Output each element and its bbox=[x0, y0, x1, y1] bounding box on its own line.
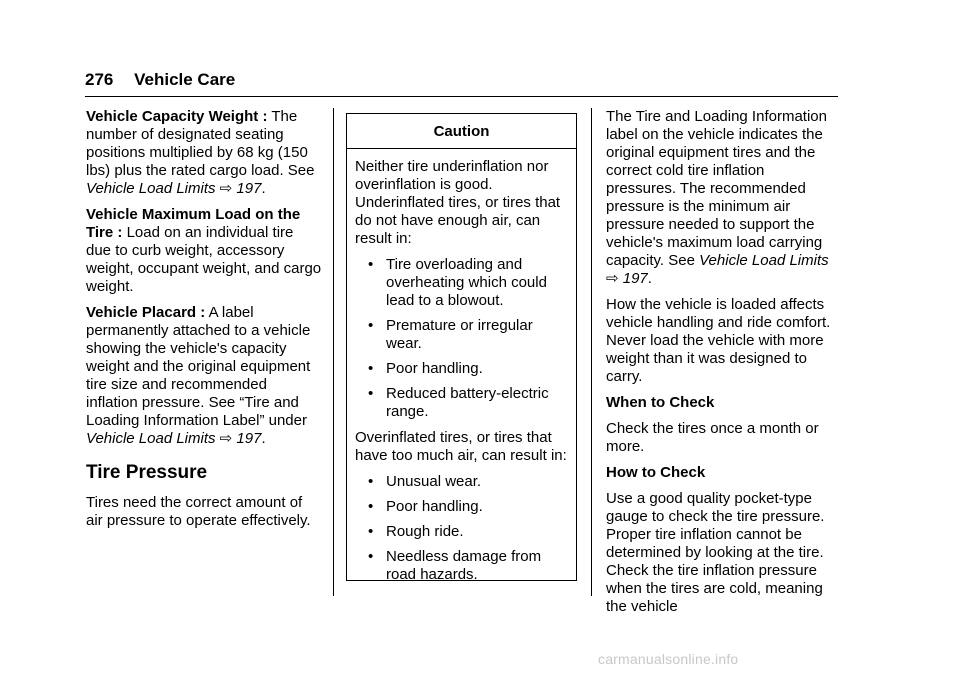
xref-link[interactable]: Vehicle Load Limits bbox=[86, 180, 216, 197]
bullet-icon: • bbox=[368, 473, 374, 490]
caution-intro: Neither tire underinflation nor overinflation is good. Underinflated tires, or tires that do not have enough air, can result in: bbox=[355, 158, 561, 247]
list-item: • Poor handling. bbox=[368, 498, 483, 515]
column-divider bbox=[591, 108, 592, 596]
definition-max-load: Vehicle Maximum Load on the Tire : Load on an individual tire due to curb weight, accessory weight, occupant weight, and cargo weight. bbox=[86, 206, 322, 295]
bullet-icon: • bbox=[368, 548, 374, 565]
caution-title: Caution bbox=[347, 114, 576, 149]
column-left bbox=[86, 108, 322, 538]
bullet-icon: • bbox=[368, 385, 374, 402]
paragraph: Tires need the correct amount of air pressure to operate effectively. bbox=[86, 494, 311, 529]
page-ref[interactable]: 197 bbox=[236, 430, 262, 447]
column-divider bbox=[333, 108, 334, 596]
paragraph: Check the tires once a month or more. bbox=[606, 420, 819, 455]
list-item: • Rough ride. bbox=[368, 523, 464, 540]
definition-capacity-weight: Vehicle Capacity Weight : The number of designated seating positions multiplied by 68 kg (150 lbs) plus the rated cargo load. See Vehicle Load Limits ⇨ 197. bbox=[86, 108, 315, 197]
caution-body bbox=[347, 149, 576, 584]
subheading: How to Check bbox=[606, 464, 706, 481]
page-ref-icon: ⇨ bbox=[215, 180, 237, 197]
bullet-icon: • bbox=[368, 317, 374, 334]
watermark: carmanualsonline.info bbox=[598, 651, 739, 667]
paragraph: How the vehicle is loaded affects vehicle handling and ride comfort. Never load the vehicle with more weight than it was designed to carry. bbox=[606, 296, 831, 385]
caution-box bbox=[346, 113, 577, 581]
page-ref[interactable]: 197 bbox=[622, 270, 648, 287]
list-item: • Poor handling. bbox=[368, 360, 483, 377]
bullet-icon: • bbox=[368, 498, 374, 515]
list-item: • Tire overloading and overheating which could lead to a blowout. bbox=[368, 256, 547, 309]
section-heading: Tire Pressure bbox=[86, 462, 208, 483]
page-header bbox=[85, 70, 235, 90]
list-item: • Premature or irregular wear. bbox=[368, 317, 533, 352]
paragraph: The Tire and Loading Information label on the vehicle indicates the original equipment tires and the correct cold tire inflation pressures. The recommended pressure is the minimum air pressure needed to support the vehicle's maximum load carrying capacity. See Vehicle Load Limits ⇨ 197. bbox=[606, 108, 829, 287]
column-right bbox=[606, 108, 838, 624]
list-item: • Unusual wear. bbox=[368, 473, 482, 490]
page-number: 276 bbox=[85, 70, 114, 89]
definition-placard: Vehicle Placard : A label permanently attached to a vehicle showing the vehicle's capacity weight and the original equipment tire size and recommended inflation pressure. See “Tire and Loading Information Label” under Vehicle Load Limits ⇨ 197. bbox=[86, 304, 311, 447]
header-rule bbox=[85, 96, 838, 97]
bullet-icon: • bbox=[368, 523, 374, 540]
page-ref[interactable]: 197 bbox=[236, 180, 262, 197]
list-item: • Reduced battery-electric range. bbox=[368, 385, 549, 420]
subheading: When to Check bbox=[606, 394, 715, 411]
xref-link[interactable]: Vehicle Load Limits bbox=[699, 252, 829, 269]
list-item: • Needless damage from road hazards. bbox=[368, 548, 542, 583]
caution-list-overinflation bbox=[355, 473, 568, 584]
bullet-icon: • bbox=[368, 360, 374, 377]
xref-link[interactable]: Vehicle Load Limits bbox=[86, 430, 216, 447]
section-title: Vehicle Care bbox=[134, 70, 236, 89]
caution-list-underinflation bbox=[355, 256, 568, 421]
paragraph: Use a good quality pocket-type gauge to check the tire pressure. Proper tire inflation cannot be determined by looking at the tire. Check the tire inflation pressure when the tires are cold, meaning the vehicle bbox=[606, 490, 825, 615]
caution-intro: Overinflated tires, or tires that have too much air, can result in: bbox=[355, 429, 567, 464]
bullet-icon: • bbox=[368, 256, 374, 273]
page-ref-icon: ⇨ bbox=[606, 270, 623, 287]
page-ref-icon: ⇨ bbox=[215, 430, 237, 447]
